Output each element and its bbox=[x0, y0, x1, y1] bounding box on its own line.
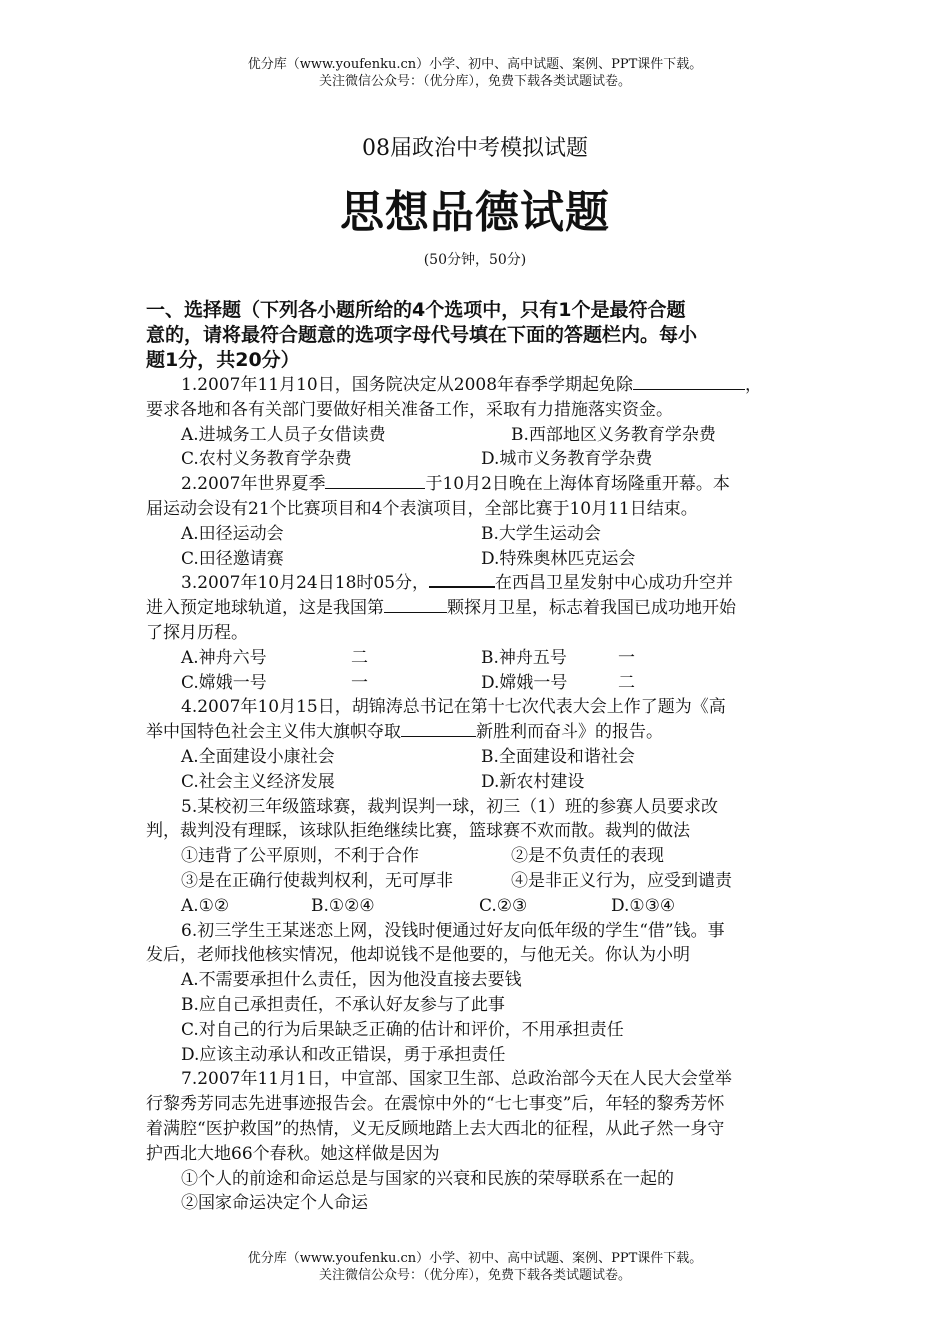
exam-title: 思想品德试题 bbox=[340, 187, 610, 238]
q1-option-c: C.农村义务教育学杂费 bbox=[181, 449, 352, 470]
q3-option-c-extra: 一 bbox=[351, 672, 368, 693]
q5-option-c: C.②③ bbox=[479, 895, 528, 916]
q3-option-c: C.嫦娥一号 bbox=[181, 672, 267, 693]
q6-option-a: A.不需要承担什么责任，因为他没直接去要钱 bbox=[181, 970, 522, 991]
q4-options bbox=[146, 745, 816, 770]
q3-stem-text: 进入预定地球轨道，这是我国第 bbox=[146, 598, 384, 619]
q3-option-b: B.神舟五号 bbox=[481, 647, 567, 668]
q1-stem-text: 1.2007年11月10日，国务院决定从2008年春季学期起免除 bbox=[181, 375, 634, 395]
header-line-2: 关注微信公众号：（优分库），免费下载各类试题试卷。 bbox=[318, 74, 631, 89]
q5-option-a: A.①② bbox=[181, 895, 230, 916]
q5-items bbox=[146, 869, 816, 894]
q5-item: ④是非正义行为，应受到谴责 bbox=[511, 870, 732, 891]
answer-blank bbox=[633, 374, 745, 390]
page-footer bbox=[0, 1250, 950, 1284]
q2-options bbox=[146, 522, 816, 547]
q3-option-a: A.神舟六号 bbox=[181, 647, 267, 668]
q2-option-d: D.特殊奥林匹克运会 bbox=[481, 548, 636, 569]
q3-stem-text: 颗探月卫星，标志着我国已成功地开始 bbox=[447, 598, 736, 619]
q3-options bbox=[146, 646, 816, 671]
q4-stem: 4.2007年10月15日，胡锦涛总书记在第十七次代表大会上作了题为《高 bbox=[181, 697, 726, 718]
q5-item: ②是不负责任的表现 bbox=[511, 846, 664, 867]
q6-option-d: D.应该主动承认和改正错误，勇于承担责任 bbox=[181, 1044, 506, 1065]
answer-blank bbox=[401, 721, 476, 737]
q1-options bbox=[146, 423, 816, 448]
q2-stem bbox=[146, 472, 816, 497]
q5-options bbox=[146, 894, 816, 919]
q5-option-b: B.①②④ bbox=[311, 895, 375, 916]
q6-option-c: C.对自己的行为后果缺乏正确的估计和评价，不用承担责任 bbox=[181, 1019, 624, 1040]
q5-item: ③是在正确行使裁判权利，无可厚非 bbox=[181, 870, 453, 891]
q5-option-d: D.①③④ bbox=[611, 895, 676, 916]
q3-stem-text: 在西昌卫星发射中心成功升空并 bbox=[495, 573, 734, 594]
question-list bbox=[146, 373, 816, 1216]
q4-option-d: D.新农村建设 bbox=[481, 771, 585, 792]
q6-option-b: B.应自己承担责任，不承认好友参与了此事 bbox=[181, 994, 505, 1015]
q1-options bbox=[146, 447, 816, 472]
q1-stem-text: ， bbox=[745, 375, 763, 395]
section-heading-line: 题1分，共20分） bbox=[146, 349, 300, 371]
q3-option-d-extra: 二 bbox=[618, 672, 635, 693]
section-heading-line: 一、选择题（下列各小题所给的4个选项中，只有1个是最符合题 bbox=[146, 299, 686, 321]
q7-stem: 行黎秀芳同志先进事迹报告会。在震惊中外的“七七事变”后，年轻的黎秀芳怀 bbox=[146, 1094, 725, 1115]
q5-stem: 判，裁判没有理睬，该球队拒绝继续比赛，篮球赛不欢而散。裁判的做法 bbox=[146, 821, 690, 842]
header-line-1: 优分库（www.youfenku.cn）小学、初中、高中试题、案例、PPT课件下载。 bbox=[247, 57, 703, 72]
section-heading bbox=[146, 298, 816, 373]
q7-item: ②国家命运决定个人命运 bbox=[181, 1193, 368, 1214]
q3-option-a-extra: 二 bbox=[351, 647, 368, 668]
q2-options bbox=[146, 547, 816, 572]
q4-option-b: B.全面建设和谐社会 bbox=[481, 746, 635, 767]
q4-option-a: A.全面建设小康社会 bbox=[181, 746, 335, 767]
q3-option-d: D.嫦娥一号 bbox=[481, 672, 568, 693]
page-header bbox=[0, 56, 950, 90]
q6-stem: 发后，老师找他核实情况，他却说钱不是他要的，与他无关。你认为小明 bbox=[146, 945, 690, 966]
q7-stem: 护西北大地66个春秋。她这样做是因为 bbox=[146, 1143, 440, 1164]
q3-stem bbox=[146, 571, 816, 596]
q1-stem bbox=[146, 373, 816, 398]
exam-subtitle: 08届政治中考模拟试题 bbox=[362, 136, 588, 161]
section-heading-line: 意的，请将最符合题意的选项字母代号填在下面的答题栏内。每小 bbox=[146, 324, 698, 346]
q2-option-c: C.田径邀请赛 bbox=[181, 548, 284, 569]
q7-stem: 7.2007年11月1日，中宣部、国家卫生部、总政治部今天在人民大会堂举 bbox=[181, 1069, 732, 1090]
q3-options bbox=[146, 671, 816, 696]
q4-option-c: C.社会主义经济发展 bbox=[181, 771, 335, 792]
q3-stem-text: 3.2007年10月24日18时05分， bbox=[181, 573, 430, 594]
q3-stem: 了探月历程。 bbox=[146, 622, 248, 643]
q2-stem: 届运动会设有21个比赛项目和4个表演项目，全部比赛于10月11日结束。 bbox=[146, 498, 698, 519]
q2-option-a: A.田径运动会 bbox=[181, 523, 284, 544]
answer-blank bbox=[384, 597, 447, 613]
footer-line-2: 关注微信公众号：（优分库），免费下载各类试题试卷。 bbox=[318, 1268, 631, 1283]
q2-stem-text: 于10月2日晚在上海体育场隆重开幕。本 bbox=[425, 474, 730, 495]
q4-options bbox=[146, 770, 816, 795]
q5-items bbox=[146, 844, 816, 869]
q4-stem bbox=[146, 720, 816, 745]
q1-option-b: B.西部地区义务教育学杂费 bbox=[511, 424, 716, 445]
answer-blank bbox=[429, 571, 495, 588]
q7-item: ①个人的前途和命运总是与国家的兴衰和民族的荣辱联系在一起的 bbox=[181, 1168, 674, 1189]
q6-stem: 6.初三学生王某迷恋上网，没钱时便通过好友向低年级的学生“借”钱。事 bbox=[181, 920, 725, 941]
q3-stem bbox=[146, 596, 816, 621]
exam-time-info: (50分钟，50分) bbox=[423, 252, 527, 268]
q3-option-b-extra: 一 bbox=[618, 647, 635, 668]
answer-blank bbox=[325, 473, 425, 489]
q5-item: ①违背了公平原则，不利于合作 bbox=[181, 846, 419, 867]
q4-stem-text: 举中国特色社会主义伟大旗帜夺取 bbox=[146, 722, 401, 743]
q5-stem: 5.某校初三年级篮球赛，裁判误判一球，初三（1）班的参赛人员要求改 bbox=[181, 796, 719, 817]
q1-option-d: D.城市义务教育学杂费 bbox=[481, 449, 653, 470]
q2-stem-text: 2.2007年世界夏季 bbox=[181, 474, 326, 495]
q4-stem-text: 新胜利而奋斗》的报告。 bbox=[476, 722, 663, 743]
q1-stem: 要求各地和各有关部门要做好相关准备工作，采取有力措施落实资金。 bbox=[146, 399, 673, 420]
q1-option-a: A.进城务工人员子女借读费 bbox=[181, 424, 386, 445]
q2-option-b: B.大学生运动会 bbox=[481, 523, 601, 544]
footer-line-1: 优分库（www.youfenku.cn）小学、初中、高中试题、案例、PPT课件下载。 bbox=[247, 1251, 703, 1266]
q7-stem: 着满腔“医护救国”的热情，义无反顾地踏上去大西北的征程，从此孑然一身守 bbox=[146, 1118, 725, 1139]
